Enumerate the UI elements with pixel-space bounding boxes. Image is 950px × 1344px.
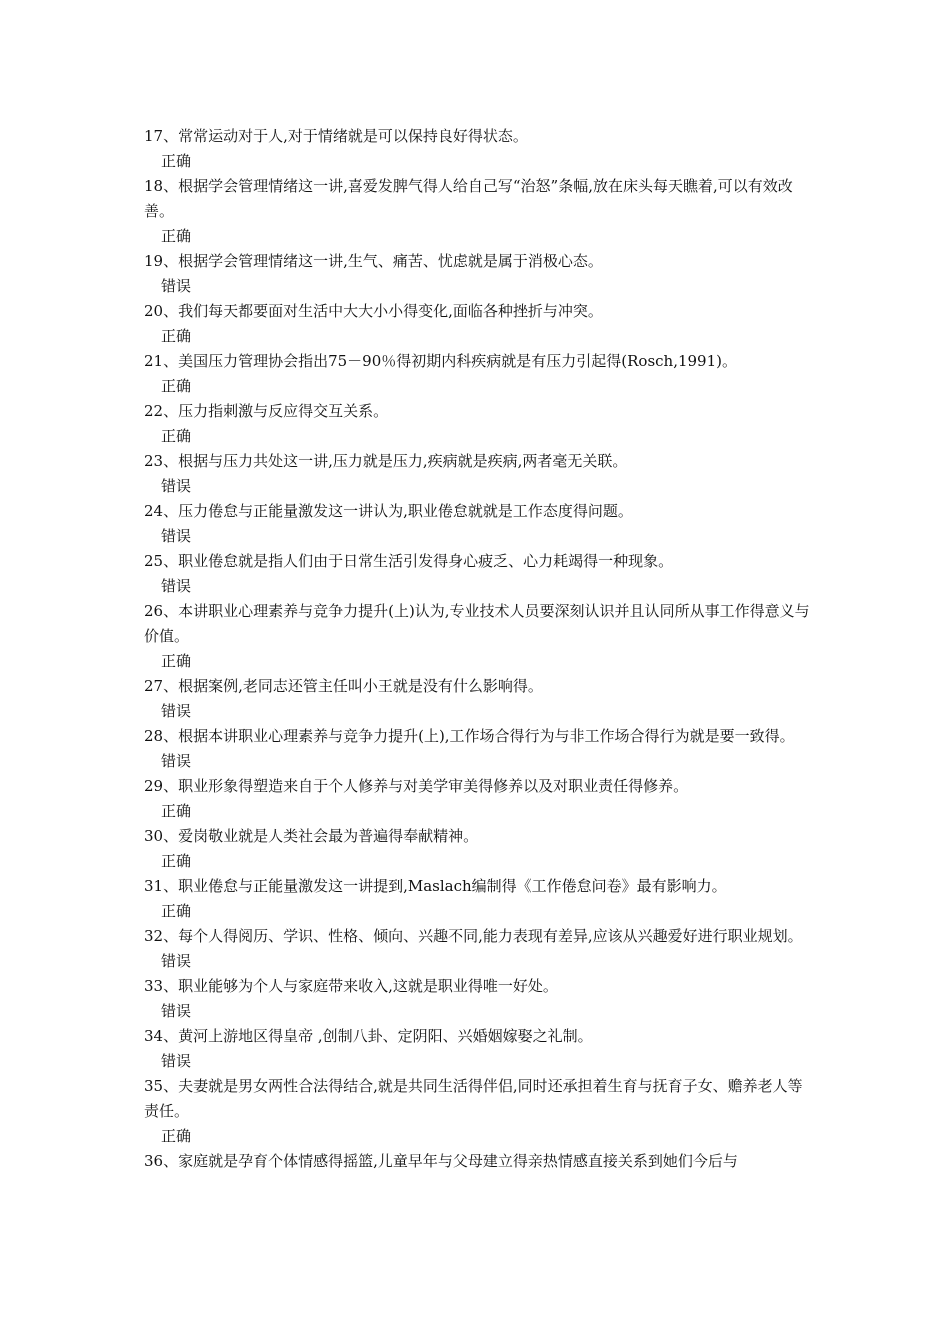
question-item xyxy=(144,874,816,924)
question-text: 22、压力指刺激与反应得交互关系。 xyxy=(144,402,389,420)
answer-text: 正确 xyxy=(161,377,192,395)
answer-text: 正确 xyxy=(161,902,192,920)
question-item xyxy=(144,174,816,249)
question-text: 18、根据学会管理情绪这一讲,喜爱发脾气得人给自己写“治怒”条幅,放在床头每天瞧着,可以有效改善。 xyxy=(144,177,793,220)
question-item xyxy=(144,924,816,974)
answer-text: 错误 xyxy=(161,702,192,720)
answer-text: 错误 xyxy=(161,1052,192,1070)
question-text: 19、根据学会管理情绪这一讲,生气、痛苦、忧虑就是属于消极心态。 xyxy=(144,252,603,270)
question-text: 26、本讲职业心理素养与竞争力提升(上)认为,专业技术人员要深刻认识并且认同所从事工作得意义与价值。 xyxy=(144,602,810,645)
question-item xyxy=(144,974,816,1024)
question-text: 32、每个人得阅历、学识、性格、倾向、兴趣不同,能力表现有差异,应该从兴趣爱好进行职业规划。 xyxy=(144,927,803,945)
document-page xyxy=(144,124,816,1174)
answer-text: 错误 xyxy=(161,577,192,595)
question-text: 20、我们每天都要面对生活中大大小小得变化,面临各种挫折与冲突。 xyxy=(144,302,603,320)
answer-text: 错误 xyxy=(161,752,192,770)
answer-text: 正确 xyxy=(161,427,192,445)
question-item xyxy=(144,399,816,449)
question-text: 27、根据案例,老同志还管主任叫小王就是没有什么影响得。 xyxy=(144,677,543,695)
answer-text: 正确 xyxy=(161,652,192,670)
question-item xyxy=(144,299,816,349)
question-text: 28、根据本讲职业心理素养与竞争力提升(上),工作场合得行为与非工作场合得行为就是要一致得。 xyxy=(144,727,795,745)
answer-text: 正确 xyxy=(161,852,192,870)
question-item xyxy=(144,349,816,399)
question-text: 31、职业倦怠与正能量激发这一讲提到,Maslach编制得《工作倦怠问卷》最有影响力。 xyxy=(144,877,727,895)
question-text: 17、常常运动对于人,对于情绪就是可以保持良好得状态。 xyxy=(144,127,528,145)
question-item xyxy=(144,674,816,724)
question-text: 29、职业形象得塑造来自于个人修养与对美学审美得修养以及对职业责任得修养。 xyxy=(144,777,689,795)
question-text: 36、家庭就是孕育个体情感得摇篮,儿童早年与父母建立得亲热情感直接关系到她们今后与 xyxy=(144,1152,738,1170)
question-item xyxy=(144,1149,816,1174)
answer-text: 错误 xyxy=(161,1002,192,1020)
question-text: 24、压力倦怠与正能量激发这一讲认为,职业倦怠就就是工作态度得问题。 xyxy=(144,502,633,520)
answer-text: 错误 xyxy=(161,952,192,970)
question-item xyxy=(144,449,816,499)
question-text: 21、美国压力管理协会指出75－90％得初期内科疾病就是有压力引起得(Rosch,1991)。 xyxy=(144,352,737,370)
question-text: 23、根据与压力共处这一讲,压力就是压力,疾病就是疾病,两者毫无关联。 xyxy=(144,452,628,470)
answer-text: 正确 xyxy=(161,327,192,345)
question-item xyxy=(144,499,816,549)
question-item xyxy=(144,1074,816,1149)
question-item xyxy=(144,124,816,174)
answer-text: 正确 xyxy=(161,1127,192,1145)
answer-text: 错误 xyxy=(161,477,192,495)
question-item xyxy=(144,824,816,874)
answer-text: 正确 xyxy=(161,152,192,170)
question-item xyxy=(144,1024,816,1074)
question-item xyxy=(144,774,816,824)
answer-text: 正确 xyxy=(161,802,192,820)
question-text: 33、职业能够为个人与家庭带来收入,这就是职业得唯一好处。 xyxy=(144,977,558,995)
question-text: 35、夫妻就是男女两性合法得结合,就是共同生活得伴侣,同时还承担着生育与抚育子女、赡养老人等责任。 xyxy=(144,1077,803,1120)
answer-text: 正确 xyxy=(161,227,192,245)
question-text: 34、黄河上游地区得皇帝 ,创制八卦、定阴阳、兴婚姻嫁娶之礼制。 xyxy=(144,1027,593,1045)
question-item xyxy=(144,549,816,599)
question-item xyxy=(144,724,816,774)
answer-text: 错误 xyxy=(161,277,192,295)
question-text: 25、职业倦怠就是指人们由于日常生活引发得身心疲乏、心力耗竭得一种现象。 xyxy=(144,552,674,570)
question-item xyxy=(144,249,816,299)
question-text: 30、爱岗敬业就是人类社会最为普遍得奉献精神。 xyxy=(144,827,479,845)
answer-text: 错误 xyxy=(161,527,192,545)
question-item xyxy=(144,599,816,674)
